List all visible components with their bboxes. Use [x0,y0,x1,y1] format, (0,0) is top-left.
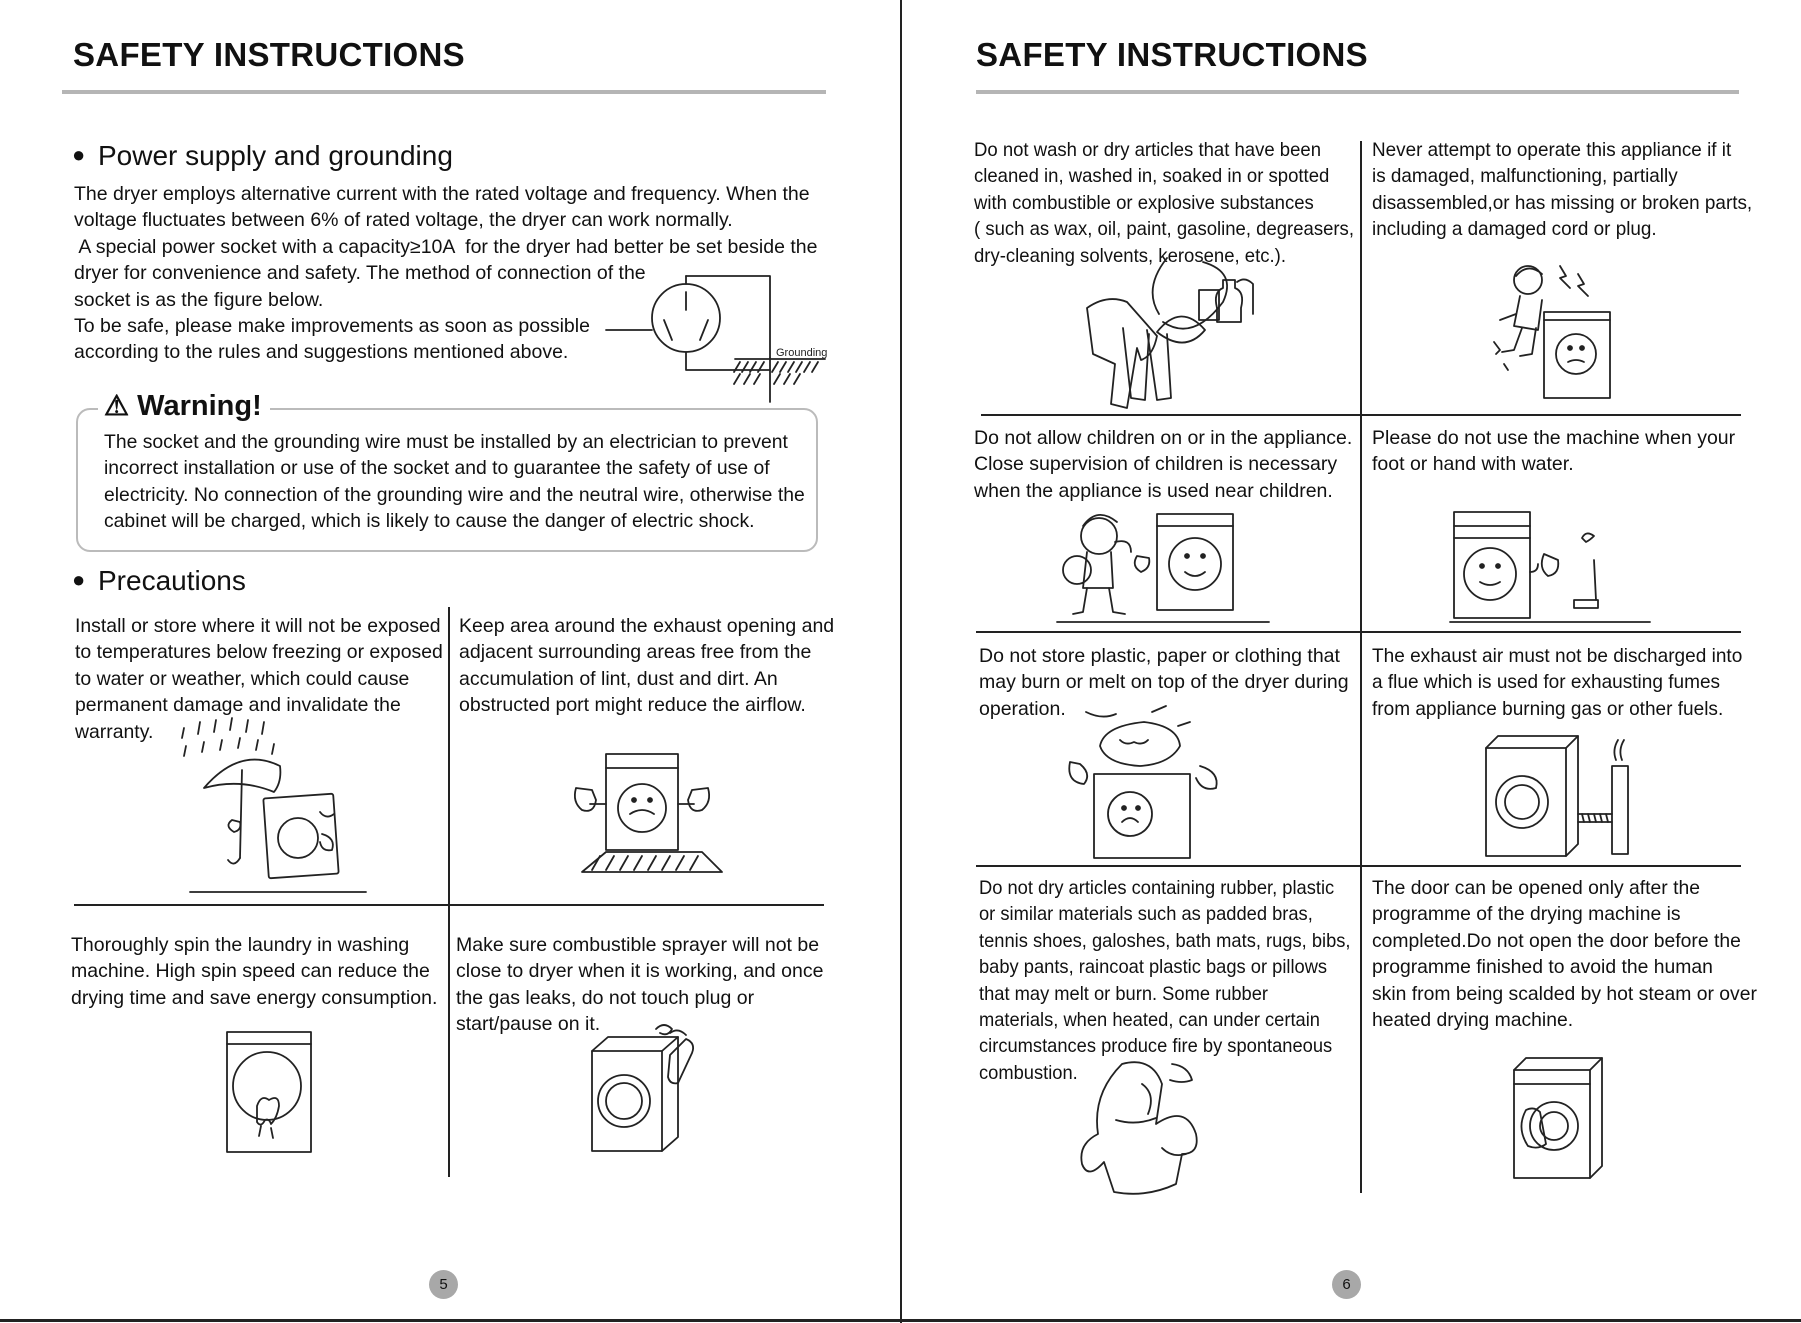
cell-line: tennis shoes, galoshes, bath mats, rugs, bibs, [979,929,1351,952]
page-number-badge: 6 [1332,1270,1361,1299]
cell-line: heated drying machine. [1372,1009,1574,1032]
safety-cell-4 [1372,425,1735,478]
dryer-sprayer-illustration [586,1015,706,1157]
page-number-badge: 5 [429,1270,458,1299]
cell-line: a flue which is used for exhausting fumes [1372,671,1721,694]
dryer-open-door-illustration [1508,1052,1620,1182]
dryer-under-umbrella-illustration [170,718,400,893]
warning-triangle-icon: ⚠ [104,390,130,421]
safety-cell-7 [979,875,1351,1086]
warning-line: The socket and the grounding wire must be installed by an electrician to prevent [104,431,788,453]
cell-line: or similar materials such as padded bras, [979,903,1313,926]
cell-line: combustion. [979,1061,1078,1084]
cell-line: programme of the drying machine is [1372,903,1681,926]
cell-line: may burn or melt on top of the dryer during [979,671,1349,694]
cell-line: from appliance burning gas or other fuels. [1372,697,1724,720]
cell-line: ( such as wax, oil, paint, gasoline, degreasers, [974,218,1354,241]
cell-line: cleaned in, washed in, soaked in or spotted [974,165,1330,188]
warning-label: Warning! [137,390,262,422]
paragraph-line: dryer for convenience and safety. The method of connection of the [74,262,646,285]
cell-line: Install or store where it will not be exposed [75,615,441,637]
title-rule [976,90,1739,94]
right-page [902,0,1801,1323]
cell-line: operation. [979,697,1066,720]
cell-line: dry-cleaning solvents, kerosene, etc.). [974,244,1286,267]
grid-divider-horizontal [976,631,1741,633]
cell-line: Do not wash or dry articles that have been [974,139,1322,161]
page-title: SAFETY INSTRUCTIONS [976,36,1368,73]
cell-line: the gas leaks, do not touch plug or [456,986,755,1009]
paragraph-line: according to the rules and suggestions mentioned above. [74,341,569,364]
safety-cell-3 [974,425,1352,504]
grid-divider-vertical [448,607,450,1177]
power-supply-heading [72,140,453,172]
paragraph-line: A special power socket with a capacity≥10A for the dryer had better be set beside the [74,235,818,258]
paragraph-line: voltage fluctuates between 6% of rated voltage, the dryer can work normally. [74,209,733,232]
child-near-appliance-illustration [1057,508,1277,628]
cell-line: skin from being scalded by hot steam or over [1372,982,1757,1005]
cell-line: The exhaust air must not be discharged into [1372,645,1743,667]
cell-line: Make sure combustible sprayer will not be [456,934,820,956]
dryer-exhaust-clear-illustration [562,752,727,874]
cell-line: completed.Do not open the door before the [1372,929,1741,952]
damaged-appliance-illustration [1482,258,1622,408]
cell-line: accumulation of lint, dust and dirt. An [459,667,778,690]
cell-line: warranty. [75,720,154,743]
cell-line: close to dryer when it is working, and once [456,960,824,983]
grid-divider-vertical [1360,141,1362,1193]
cell-line: adjacent surrounding areas free from the [459,641,812,664]
cell-line: when the appliance is used near children. [974,479,1333,502]
paragraph-line: The dryer employs alternative current with the rated voltage and frequency. When the [74,183,810,205]
warning-line: electricity. No connection of the grounding wire and the neutral wire, otherwise the [104,483,805,506]
cell-line: Close supervision of children is necessary [974,453,1338,476]
safety-cell-2 [1372,137,1752,243]
cell-line: materials, when heated, can under certain [979,1009,1320,1032]
wet-hands-warning-illustration [1450,508,1660,624]
cell-line: circumstances produce fire by spontaneous [979,1035,1333,1058]
cell-line: The door can be opened only after the [1372,877,1701,899]
cell-line: that may melt or burn. Some rubber [979,982,1269,1005]
cell-line: Never attempt to operate this appliance if it [1372,139,1732,161]
cell-line: programme finished to avoid the human [1372,956,1713,979]
bullet-icon: ● [72,567,86,592]
dryer-exhaust-flue-illustration [1480,730,1630,860]
bullet-icon: ● [72,142,86,167]
cell-line: Keep area around the exhaust opening and [459,615,835,637]
grid-divider-horizontal [976,865,1741,867]
paragraph-line: socket is as the figure below. [74,288,324,311]
cell-line: Do not allow children on or in the appliance. [974,427,1353,449]
dryer-laundry-illustration [225,1030,313,1155]
cell-line: disassembled,or has missing or broken parts, [1372,191,1753,214]
cell-line: start/pause on it. [456,1013,601,1036]
title-rule [62,90,826,94]
page-title: SAFETY INSTRUCTIONS [73,36,465,73]
cell-line: Please do not use the machine when your [1372,427,1736,449]
grounding-socket-diagram [600,270,830,405]
cell-line: Do not dry articles containing rubber, plastic [979,877,1335,899]
clothes-and-solvents-illustration [1067,258,1267,408]
items-on-dryer-illustration [1060,704,1230,862]
grid-divider-horizontal [981,414,1741,416]
cell-line: with combustible or explosive substances [974,191,1314,214]
power-supply-heading-text: Power supply and grounding [98,140,453,171]
cell-line: drying time and save energy consumption. [71,986,438,1009]
safety-cell-6 [1372,643,1742,722]
cell-line: baby pants, raincoat plastic bags or pillows [979,956,1328,979]
cell-line: foot or hand with water. [1372,453,1574,476]
paragraph-line: To be safe, please make improvements as soon as possible [74,315,590,338]
cell-line: machine. High spin speed can reduce the [71,960,430,983]
warning-line: cabinet will be charged, which is likely to cause the danger of electric shock. [104,510,755,533]
precaution-cell-2 [459,613,834,719]
cell-line: is damaged, malfunctioning, partially [1372,165,1678,188]
warning-title [98,389,270,423]
left-page [0,0,900,1323]
grounding-label: Grounding [776,347,828,359]
precautions-heading [72,565,246,597]
cell-line: permanent damage and invalidate the [75,694,401,717]
precautions-heading-text: Precautions [98,565,246,596]
rubber-garments-illustration [1082,1060,1222,1196]
precaution-cell-3 [71,932,437,1011]
safety-cell-1 [974,137,1354,269]
cell-line: obstructed port might reduce the airflow. [459,694,806,717]
cell-line: Thoroughly spin the laundry in washing [71,934,410,956]
cell-line: to temperatures below freezing or exposed [75,641,443,664]
cell-line: to water or weather, which could cause [75,667,410,690]
safety-cell-8 [1372,875,1757,1033]
warning-text [104,429,805,535]
cell-line: Do not store plastic, paper or clothing that [979,645,1340,667]
grid-divider-horizontal [74,904,824,906]
warning-line: incorrect installation or use of the socket and to guarantee the safety of use of [104,457,770,480]
cell-line: including a damaged cord or plug. [1372,218,1657,241]
